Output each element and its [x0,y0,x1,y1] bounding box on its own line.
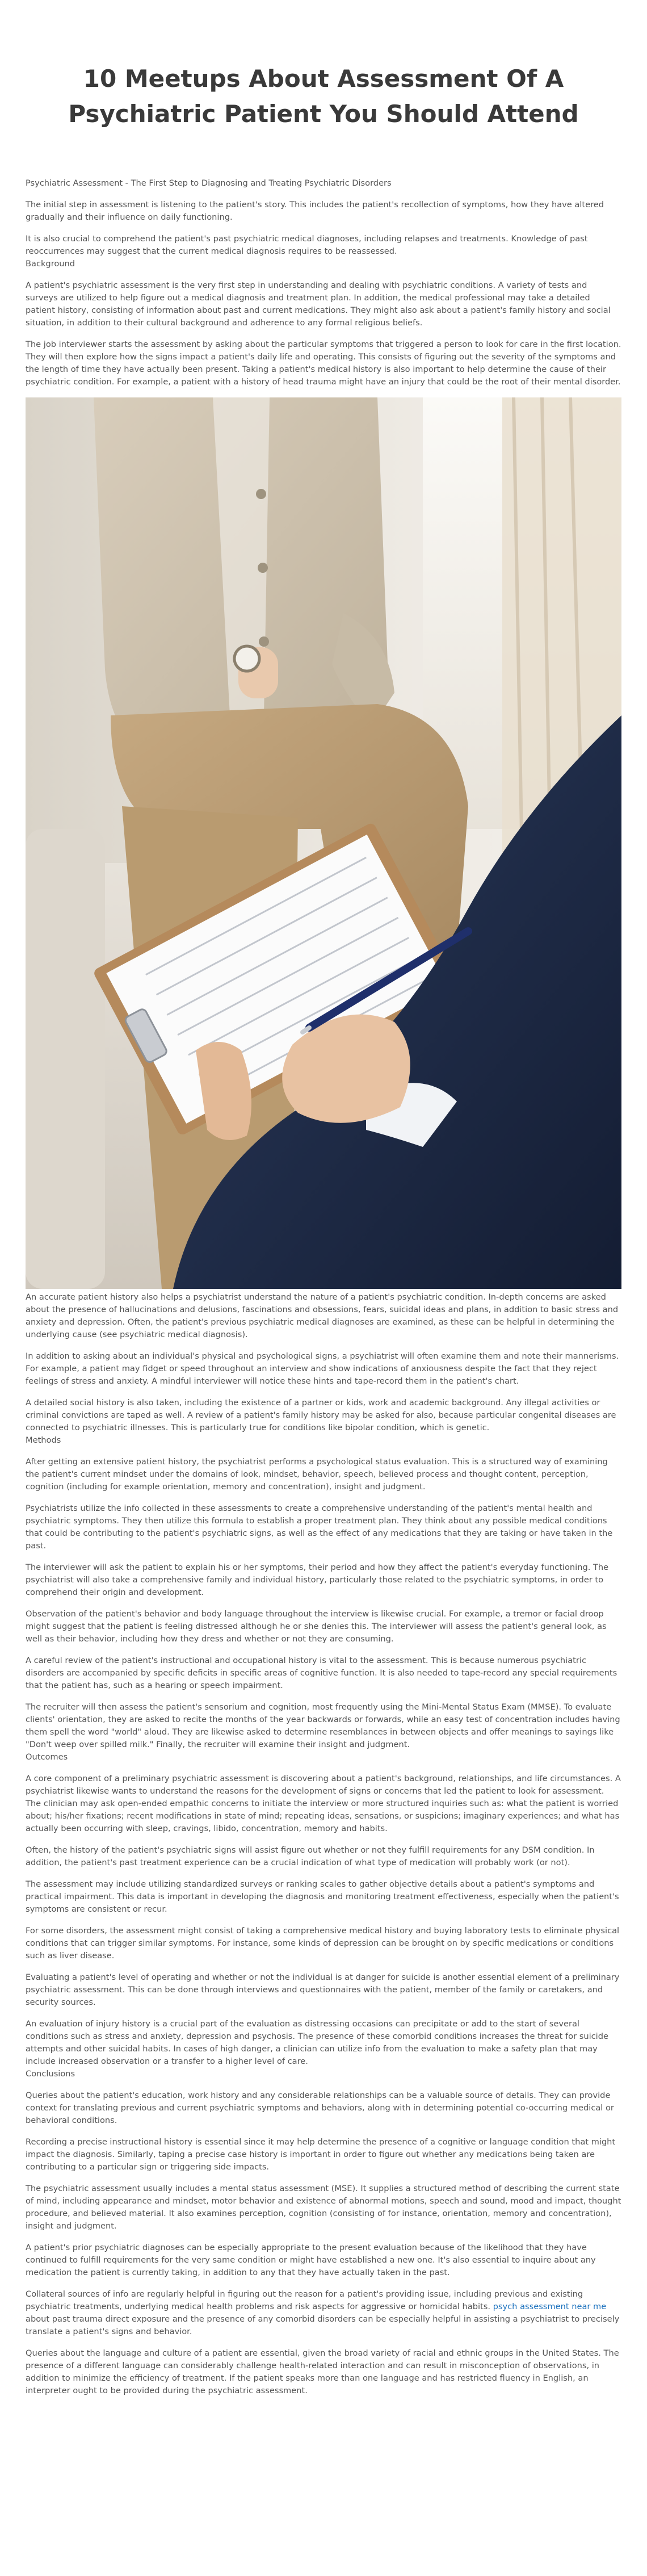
paragraph: Evaluating a patient's level of operating and whether or not the individual is at danger for suicide is another essential element of a preliminary psychiatric assessment. This can be done through interviews and questionnaires with the patient, member of the family or caretakers, and security sources. [26,1972,620,2007]
paragraph-text: A detailed social history is also taken, including the existence of a partner or kids, work and academic background. Any illegal activities or criminal convictions are taped as well. A review of a patient's family history may be asked for also, because particular congenital diseases are connected to psychiatric illnesses. This is particularly true for conditions like bipolar condition, which is genetic. [26,1398,616,1432]
sweater-button [256,489,266,499]
paragraph: The job interviewer starts the assessment by asking about the particular symptoms that triggered a person to look for care in the first location. They will then explore how the signs impact a patient's daily life and operating. This consists of figuring out the severity of the symptoms and the length of time they have actually been present. Taking a patient's medical history is also important to help determine the cause of their psychiatric condition. For example, a patient with a history of head trauma might have an injury that could be the root of their mental disorder. [26,340,621,387]
paragraph: The assessment may include utilizing standardized surveys or ranking scales to gather objective details about a patient's symptoms and practical impairment. This data is important in developing the diagnosis and monitoring treatment effectiveness, especially when the patient's symptoms are consistent or recur. [26,1879,619,1914]
paragraph: A careful review of the patient's instructional and occupational history is vital to the assessment. This is because numerous psychiatric disorders are accompanied by specific deficits in specific areas of cognitive function. It is also needed to tape-record any special requirements that the patient has, such as a hearing or speech impairment. [26,1656,617,1690]
page-title: 10 Meetups About Assessment Of A Psychiatric Patient You Should Attend [68,65,579,128]
paragraph: Recording a precise instructional history is essential since it may help determine the presence of a cognitive or language condition that might impact the diagnosis. Similarly, taping a precise case history is important in order to figure out whether any medications being taken are contributing to a particular sign or triggering side impacts. [26,2137,616,2172]
paragraph: The initial step in assessment is listening to the patient's story. This includes the patient's recollection of symptoms, how they have altered gradually and their influence on daily functioning. [26,200,604,222]
paragraph: In addition to asking about an individual's physical and psychological signs, a psychiatrist will often examine them and note their mannerisms. For example, a patient may fidget or speed throughout an interview and show indications of anxiousness despite the fact that they reject feelings of stress and anxiety. A mindful interviewer will notice these hints and tape-record them in the patient's chart. [26,1351,619,1386]
paragraph-text: An evaluation of injury history is a crucial part of the evaluation as distressing occasions can precipitate or add to the start of several conditions such as stress and anxiety, depression and psychosis. The presence of these comorbid conditions increases the threat for suicide attempts and other suicidal habits. In cases of high danger, a clinician can utilize info from the evaluation to make a safety plan that may include increased observation or a transfer to a higher level of care. [26,2019,608,2066]
paragraph: Queries about the patient's education, work history and any considerable relationships can be a valuable source of details. They can provide context for translating previous and current psychiatric symptoms and behaviors, along with in determining potential co-occurring medical or behavioral conditions. [26,2091,614,2125]
wristwatch [234,646,259,671]
paragraph: A patient's psychiatric assessment is the very first step in understanding and dealing with psychiatric conditions. A variety of tests and surveys are utilized to help figure out a medical diagnosis and treatment plan. In addition, the medical professional may take a detailed patient history, consisting of information about past and current medications. They might also ask about a patient's family history and social situation, in addition to their cultural background and adherence to any formal religious beliefs. [26,280,611,328]
paragraph: The interviewer will ask the patient to explain his or her symptoms, their period and how they affect the patient's everyday functioning. The psychiatrist will also take a comprehensive family and individual history, particularly those related to the psychiatric symptoms, in order to comprehend their origin and development. [26,1563,609,1597]
section-heading-background: Background [26,259,75,269]
sweater-button [258,563,268,573]
paragraph: Psychiatrists utilize the info collected in these assessments to create a comprehensive understanding of the patient's mental health and psychiatric symptoms. They then utilize this formula to establish a proper treatment plan. They think about any possible medical conditions that could be contributing to the patient's psychiatric signs, as well as the effect of any medications that they are taking or have taken in the past. [26,1503,613,1551]
paragraph-text: about past trauma direct exposure and the presence of any comorbid disorders can be especially helpful in assisting a psychiatrist to precisely translate a patient's signs and behavior. [26,2314,620,2336]
intro-paragraph [26,177,621,190]
paragraph [26,1397,621,1447]
paragraph [26,2288,621,2338]
section-heading-methods: Methods [26,1435,61,1445]
paragraph: Observation of the patient's behavior and body language throughout the interview is likewise crucial. For example, a tremor or facial droop might suggest that the patient is feeling distressed although he or she denies this. The interviewer will assess the patient's general look, as well as their behavior, including how they dress and whether or not they are consuming. [26,1609,607,1644]
paragraph: Often, the history of the patient's psychiatric signs will assist figure out whether or not they fulfill requirements for any DSM condition. In addition, the patient's past treatment experience can be a crucial indication of what type of medication will probably work (or not). [26,1845,595,1867]
paragraph-text: The recruiter will then assess the patient's sensorium and cognition, most frequently using the Mini-Mental Status Exam (MMSE). To evaluate clients' orientation, they are asked to recite the months of the year backwards or forwards, while an easy test of concentration includes having them spell the word "world" aloud. They are likewise asked to determine resemblances in between objects and offer meanings to sayings like "Don't weep over spilled milk." Finally, the recruiter will examine their insight and judgment. [26,1702,620,1749]
article-photo [26,397,621,1289]
paragraph [26,233,621,270]
sweater-button [259,636,269,647]
paragraph: The psychiatric assessment usually includes a mental status assessment (MSE). It supplies a structured method of describing the current state of mind, including appearance and mindset, motor behavior and existence of abnormal motions, speech and sound, mood and impact, thought procedure, and believed material. It also examines perception, cognition (consisting of for instance, orientation, memory and concentration), insight and judgment. [26,2184,621,2231]
intro-heading: Psychiatric Assessment - The First Step to Diagnosing and Treating Psychiatric Disorders [26,178,392,188]
photo-illustration [26,397,621,1289]
paragraph: A core component of a preliminary psychiatric assessment is discovering about a patient's background, relationships, and life circumstances. A psychiatrist likewise wants to understand the reasons for the development of signs or concerns that led the patient to look for assessment. The clinician may ask open-ended empathic concerns to initiate the interview or more structured inquiries such as: what the patient is worried about; his/her fixations; recent modifications in state of mind; repeating ideas, sensations, or suspicions; imaginary experiences; and what has actually been occurring with sleep, cravings, libido, concentration, memory and habits. [26,1774,621,1833]
psych-assessment-link[interactable]: psych assessment near me [493,2302,607,2311]
section-heading-conclusions: Conclusions [26,2069,75,2079]
paragraph: An accurate patient history also helps a psychiatrist understand the nature of a patient's psychiatric condition. In-depth concerns are asked about the presence of hallucinations and delusions, fascinations and obsessions, fears, suicidal ideas and plans, in addition to basic stress and anxiety and depression. Often, the patient's previous psychiatric medical diagnoses are examined, as these can be helpful in determining the underlying cause (see psychiatric medical diagnosis). [26,1292,619,1339]
paragraph: Queries about the language and culture of a patient are essential, given the broad variety of racial and ethnic groups in the United States. The presence of a different language can considerably challenge health-related interaction and can result in misconception of observations, in addition to minimize the efficiency of treatment. If the patient speaks more than one language and has restricted fluency in English, an interpreter ought to be provided during the psychiatric assessment. [26,2348,619,2395]
section-heading-outcomes: Outcomes [26,1752,68,1762]
article-body [26,177,621,2397]
paragraph-text: Collateral sources of info are regularly helpful in figuring out the reason for a patient's providing issue, including previous and existing psychiatric treatments, underlying medical health problems and risk aspects for aggressive or homicidal habits. [26,2289,583,2311]
paragraph: For some disorders, the assessment might consist of taking a comprehensive medical history and buying laboratory tests to eliminate physical conditions that can trigger similar symptoms. For instance, some kinds of depression can be brought on by specific medications or conditions such as liver disease. [26,1926,620,1961]
sofa-arm [26,829,105,1289]
paragraph: After getting an extensive patient history, the psychiatrist performs a psychological status evaluation. This is a structured way of examining the patient's current mindset under the domains of look, mindset, behavior, speech, believed process and thought content, perception, cognition (including for example orientation, memory and concentration), insight and judgment. [26,1457,608,1492]
paragraph [26,1701,621,1764]
paragraph-text: It is also crucial to comprehend the patient's past psychiatric medical diagnoses, including relapses and treatments. Knowledge of past reoccurrences may suggest that the current medical diagnosis requires to be reassessed. [26,234,588,256]
paragraph [26,2018,621,2080]
paragraph: A patient's prior psychiatric diagnoses can be especially appropriate to the present evaluation because of the likelihood that they have continued to fulfill requirements for the very same condition or might have established a new one. It's also essential to inquire about any medication the patient is currently taking, in addition to any that they have actually taken in the past. [26,2243,596,2277]
